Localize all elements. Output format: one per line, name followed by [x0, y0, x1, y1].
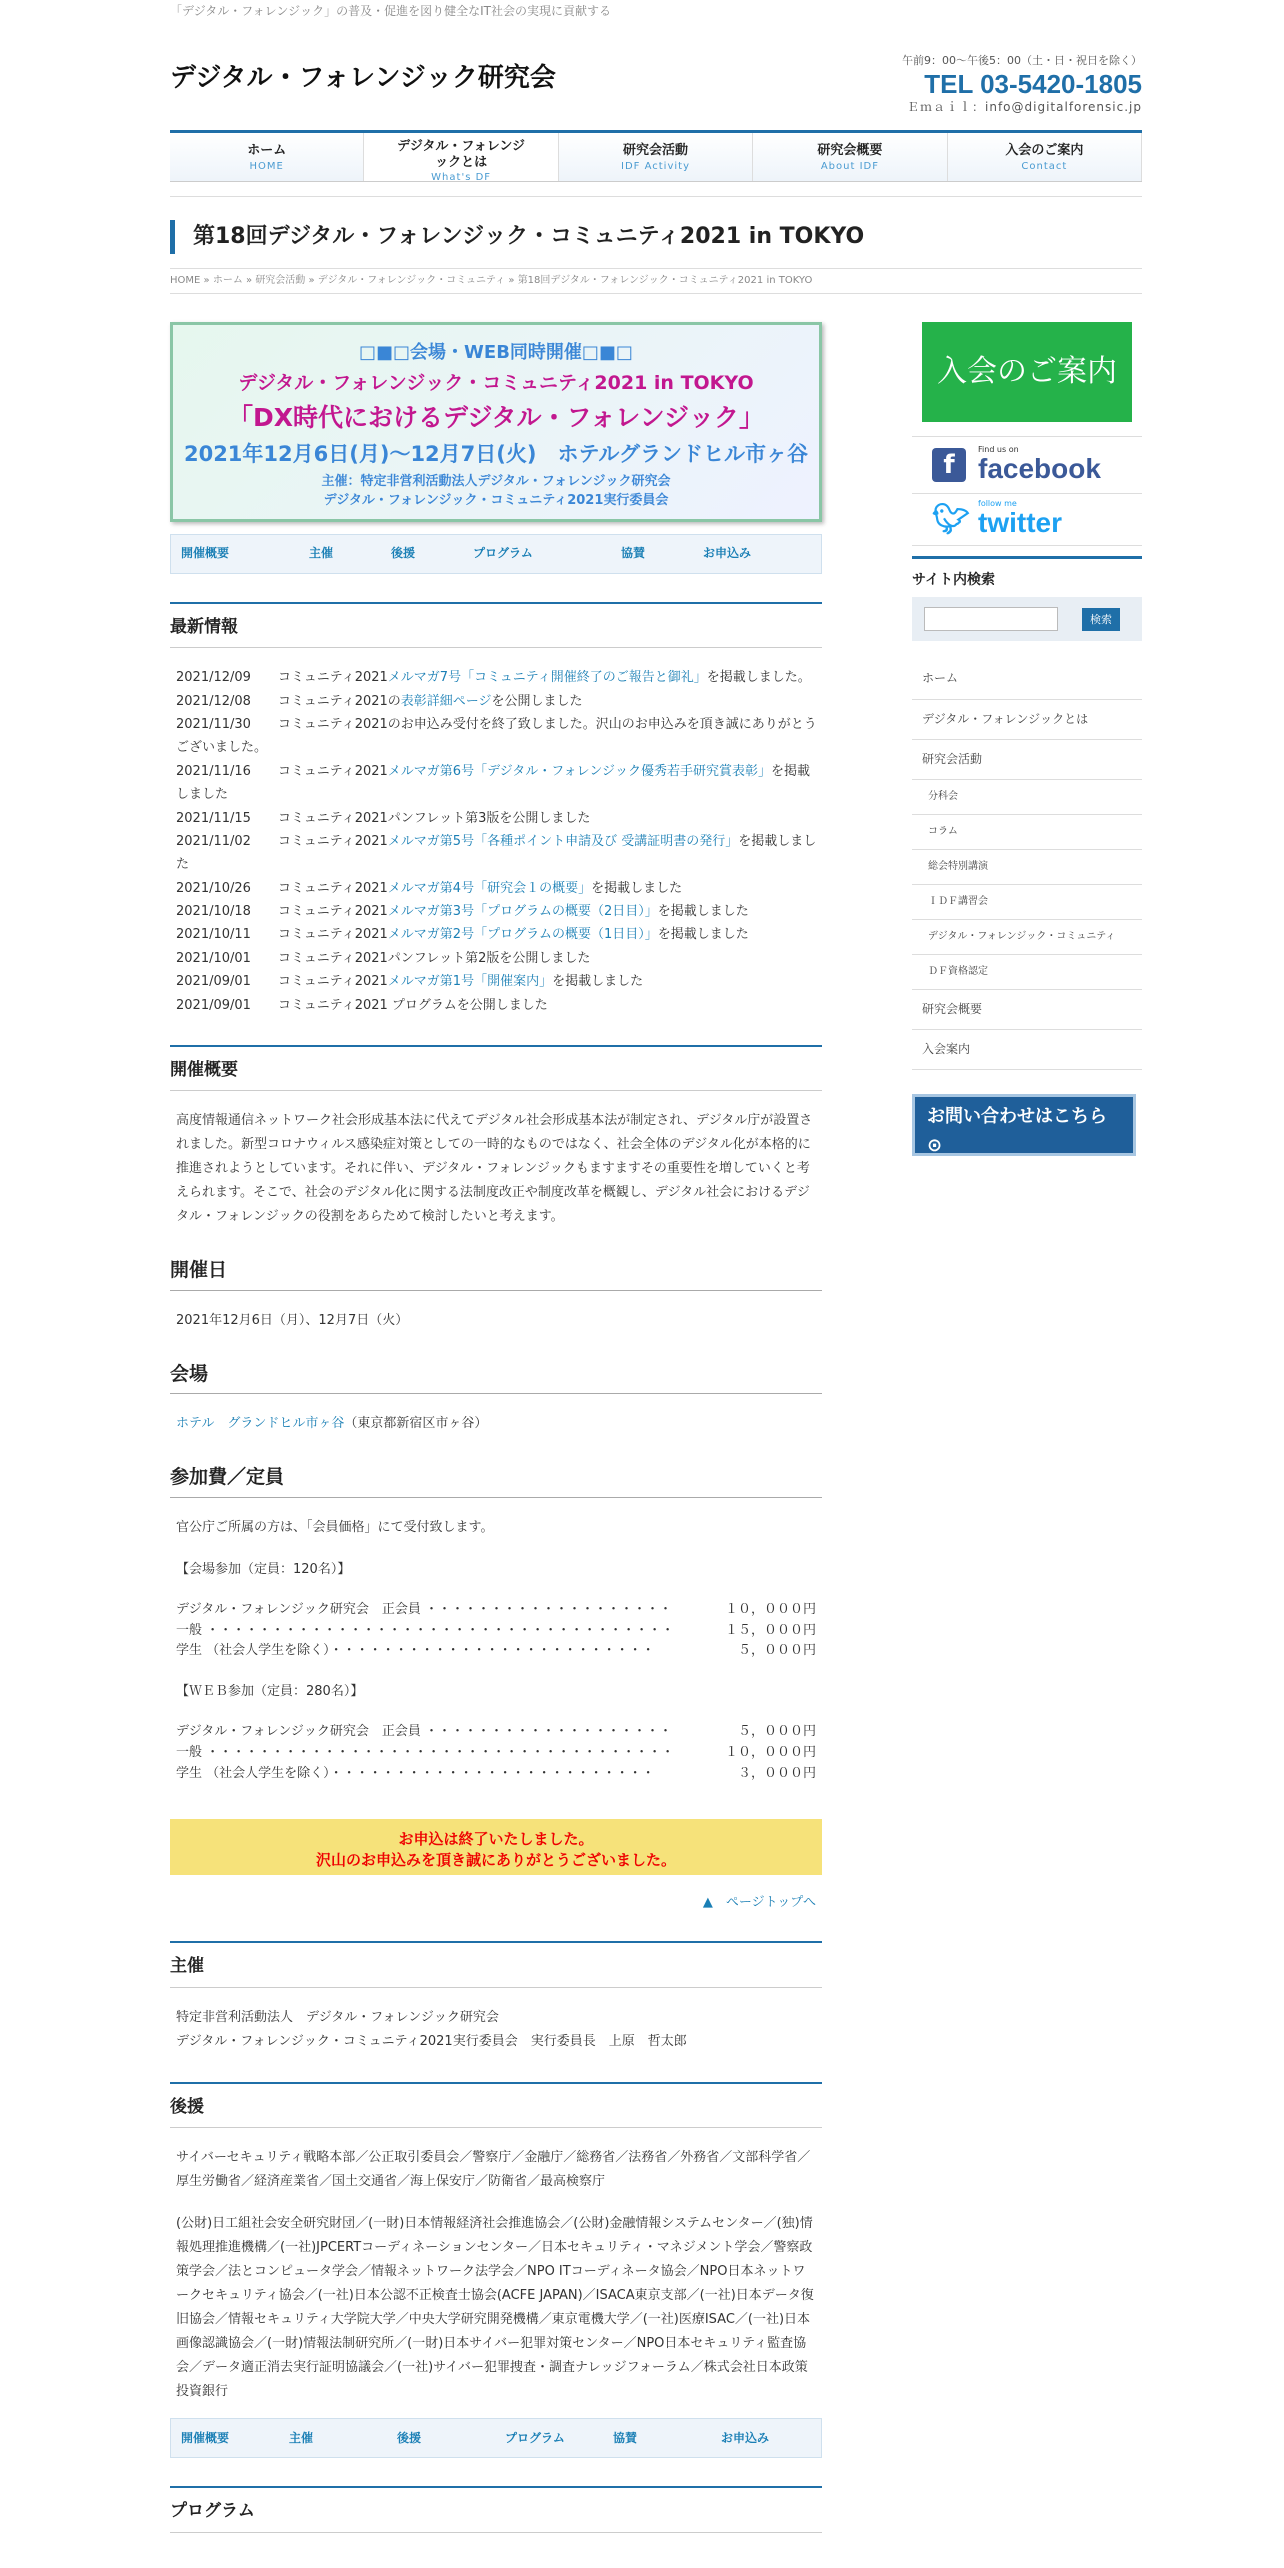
- news-text: コミュニティ2021: [278, 670, 388, 686]
- news-date: 2021/09/01: [176, 997, 251, 1013]
- nav-whats-df[interactable]: [364, 133, 558, 184]
- organizer-line: 特定非営利活動法人 デジタル・フォレンジック研究会: [176, 2009, 499, 2025]
- phone-number: TEL 03-5420-1805: [924, 68, 1142, 99]
- closed-notice: [170, 1819, 822, 1875]
- nav-label: 入会のご案内: [1005, 143, 1084, 158]
- news-text: を掲載しました: [657, 927, 749, 943]
- section-link-sponsor[interactable]: 協賛: [613, 2430, 638, 2445]
- join-banner[interactable]: 入会のご案内: [922, 322, 1132, 422]
- fee-category: 学生 （社会人学生を除く）・・・・・・・・・・・・・・・・・・・・・・・・・: [176, 1765, 655, 1781]
- search-button[interactable]: 検索: [1082, 608, 1120, 632]
- nav-about[interactable]: [753, 133, 947, 181]
- fee-row: [170, 1743, 822, 1764]
- section-link-program[interactable]: プログラム: [473, 546, 533, 561]
- twitter-caption: follow me: [978, 499, 1017, 509]
- news-text: を掲載しました: [176, 763, 811, 803]
- news-date: 2021/10/26: [176, 880, 251, 896]
- news-text: コミュニティ2021: [278, 927, 388, 943]
- sidebar: [912, 322, 1142, 1174]
- fee-price: ５，０００円: [737, 1643, 816, 1659]
- fee-category: デジタル・フォレンジック研究会 正会員 ・・・・・・・・・・・・・・・・・・・: [176, 1724, 673, 1740]
- news-link[interactable]: メルマガ第5号「各種ポイント申請及び 受講証明書の発行」: [387, 833, 739, 849]
- fee-heading: 参加費／定員: [170, 1462, 822, 1497]
- news-item: [170, 947, 822, 970]
- news-link[interactable]: メルマガ第3号「プログラムの概要（2日目）」: [387, 904, 658, 920]
- header-contact: [902, 52, 1142, 117]
- event-banner: [170, 322, 822, 522]
- twitter-link[interactable]: [912, 494, 1142, 546]
- section-link-apply[interactable]: お申込み: [703, 546, 752, 561]
- side-menu: [912, 659, 1142, 1070]
- news-text: を公開しました: [491, 693, 583, 709]
- page-top: [170, 1893, 822, 1914]
- site-logo[interactable]: デジタル・フォレンジック研究会: [170, 63, 556, 93]
- news-text: コミュニティ2021 プログラムを公開しました: [278, 997, 548, 1013]
- news-item: [170, 713, 822, 760]
- breadcrumb-current: 第18回デジタル・フォレンジック・コミュニティ2021 in TOKYO: [517, 275, 813, 286]
- section-link-sponsor[interactable]: 協賛: [621, 546, 646, 561]
- news-date: 2021/09/01: [176, 974, 251, 990]
- fee-row: [170, 1600, 822, 1621]
- section-link-overview[interactable]: 開催概要: [181, 546, 230, 561]
- side-menu-item[interactable]: デジタル・フォレンジックとは: [912, 700, 1142, 740]
- breadcrumb-link[interactable]: ホーム: [212, 275, 243, 286]
- inquiry-sub: お気軽にご相談・お問い合わせ下さい。: [927, 1162, 1107, 1174]
- news-text: コミュニティ2021パンフレット第2版を公開しました: [278, 950, 591, 966]
- side-menu-item[interactable]: ＤＦ資格認定: [912, 955, 1142, 990]
- venue-link[interactable]: ホテル グランドヒル市ヶ谷: [176, 1416, 345, 1432]
- fee-row: [170, 1764, 822, 1785]
- program-heading: プログラム: [170, 2486, 822, 2532]
- news-item: [170, 877, 822, 900]
- fee-category: 学生 （社会人学生を除く）・・・・・・・・・・・・・・・・・・・・・・・・・: [176, 1643, 655, 1659]
- banner-theme: 「DX時代におけるデジタル・フォレンジック」: [227, 403, 765, 433]
- nav-label: 研究会活動: [623, 143, 689, 158]
- news-date: 2021/11/30: [176, 716, 251, 732]
- nav-sublabel: About IDF: [820, 160, 879, 172]
- news-item: [170, 830, 822, 877]
- news-item: [170, 923, 822, 946]
- section-link-support[interactable]: 後援: [397, 2430, 422, 2445]
- site-tagline: 「デジタル・フォレンジック」の普及・促進を図り健全なIT社会の実現に貢献する: [170, 4, 611, 18]
- section-link-support[interactable]: 後援: [391, 546, 416, 561]
- fee-row: [170, 1722, 822, 1743]
- nav-activity[interactable]: [559, 133, 753, 181]
- news-date: 2021/10/18: [176, 904, 251, 920]
- business-hours: 午前9：00～午後5：00（土・日・祝日を除く）: [902, 54, 1142, 67]
- fee-price: ３，０００円: [737, 1765, 816, 1781]
- fee-category: デジタル・フォレンジック研究会 正会員 ・・・・・・・・・・・・・・・・・・・: [176, 1601, 673, 1617]
- fee-category: 一般 ・・・・・・・・・・・・・・・・・・・・・・・・・・・・・・・・・・・・: [176, 1745, 675, 1761]
- closed-line: お申込は終了いたしました。: [398, 1829, 594, 1848]
- closed-line: 沢山のお申込みを頂き誠にありがとうございました。: [315, 1851, 676, 1870]
- news-link[interactable]: 表彰詳細ページ: [400, 693, 492, 709]
- section-nav-bottom: [170, 2418, 822, 2458]
- overview-heading: 開催概要: [170, 1045, 822, 1091]
- news-item: [170, 807, 822, 830]
- fee-price: １５，０００円: [724, 1622, 816, 1638]
- nav-home[interactable]: [170, 133, 364, 181]
- news-list: [170, 666, 822, 1017]
- news-date: 2021/12/08: [176, 693, 251, 709]
- main-content: [170, 322, 822, 2533]
- support-government: サイバーセキュリティ戦略本部／公正取引委員会／警察庁／金融庁／総務省／法務省／外務省／文部科学省／厚生労働省／経済産業省／国土交通省／海上保安庁／防衛省／最高検察庁: [176, 2149, 811, 2189]
- breadcrumb-link[interactable]: デジタル・フォレンジック・コミュニティ: [317, 275, 506, 286]
- nav-sublabel: Contact: [1021, 160, 1068, 172]
- news-text: を掲載しました: [591, 880, 683, 896]
- venue-text: [170, 1412, 822, 1436]
- news-text: を掲載しました。: [706, 670, 811, 686]
- side-menu-item[interactable]: 総会特別講演: [912, 850, 1142, 885]
- overview-text: 高度情報通信ネットワーク社会形成基本法に代えてデジタル社会形成基本法が制定され、デジタル庁が設置されました。新型コロナウィルス感染症対策としての一時的なものではなく、社会全体のデジタル化が本格的に推進されようとしています。それに伴い、デジタル・フォレンジックもますますその重要性を増していくと考えられます。そこで、社会のデジタル化に関する法制度改正や制度改革を概観し、デジタル社会におけるデジタル・フォレンジックの役割をあらためて検討したいと考えます。: [176, 1113, 813, 1225]
- support-heading: 後援: [170, 2082, 822, 2128]
- news-date: 2021/10/11: [176, 927, 251, 943]
- news-text: コミュニティ2021のお申込み受付を終了致しました。沢山のお申込みを頂き誠にありがとうございました。: [176, 716, 817, 756]
- side-menu-item[interactable]: ホーム: [912, 659, 1142, 699]
- news-date: 2021/10/01: [176, 950, 251, 966]
- organizer-heading: 主催: [170, 1941, 822, 1987]
- page-title: 第18回デジタル・フォレンジック・コミュニティ2021 in TOKYO: [170, 220, 1142, 254]
- news-text: を掲載しました: [657, 904, 749, 920]
- search-input[interactable]: [924, 607, 1058, 631]
- twitter-bird-icon: 🐦︎: [932, 501, 971, 537]
- fee-category: 一般 ・・・・・・・・・・・・・・・・・・・・・・・・・・・・・・・・・・・・: [176, 1622, 675, 1638]
- news-link[interactable]: メルマガ第2号「プログラムの概要（1日目）」: [387, 927, 658, 943]
- nav-sublabel: IDF Activity: [621, 160, 690, 172]
- banner-date: 2021年12月6日(月)～12月7日(火) ホテルグランドヒル市ヶ谷: [183, 442, 809, 467]
- section-nav: [170, 534, 822, 574]
- news-date: 2021/11/15: [176, 810, 251, 826]
- facebook-label: facebook: [978, 452, 1101, 484]
- inquiry-banner[interactable]: [912, 1094, 1136, 1174]
- fee-onsite-title: 【会場参加（定員：120名）】: [176, 1561, 351, 1577]
- news-date: 2021/11/02: [176, 833, 251, 849]
- nav-sublabel: What's DF: [431, 172, 492, 184]
- side-menu-item[interactable]: コラム: [912, 815, 1142, 850]
- news-text: コミュニティ2021: [278, 833, 388, 849]
- news-text: コミュニティ2021: [278, 763, 388, 779]
- venue-address: （東京都新宿区市ヶ谷）: [344, 1416, 488, 1432]
- fee-onsite-table: [170, 1600, 822, 1662]
- banner-organizer: 主催：特定非営利活動法人デジタル・フォレンジック研究会: [321, 473, 671, 489]
- news-text: コミュニティ2021パンフレット第3版を公開しました: [278, 810, 591, 826]
- news-item: [170, 690, 822, 713]
- fee-row: [170, 1641, 822, 1662]
- banner-organizer: デジタル・フォレンジック・コミュニティ2021実行委員会: [323, 493, 669, 509]
- news-item: [170, 666, 822, 689]
- divider: [170, 196, 1142, 197]
- section-link-apply[interactable]: お申込み: [721, 2430, 770, 2445]
- news-item: [170, 970, 822, 993]
- fee-row: [170, 1621, 822, 1642]
- news-link[interactable]: メルマガ第1号「開催案内」: [387, 974, 553, 990]
- support-organizations: (公財)日工組社会安全研究財団／(一財)日本情報経済社会推進協会／(公財)金融情報システムセンター／(独)情報処理推進機構／(一社)JPCERTコーディネーションセンター／日本セキュリティ・マネジメント学会／警察政策学会／法とコンピュータ学会／情報ネットワーク法学会／NPO ITコーディネータ協会／NPO日本ネットワークセキュリティ協会／(一社)日本公認不正検査士協会(ACFE JAPAN)／ISACA東京支部／(一社)日本データ復旧協会／情報セキュリティ大学院大学／中央大学研究開発機構／東京電機大学／(一社)医療ISAC／(一社)日本画像認識協会／(一財)情報法制研究所／(一財)日本サイバー犯罪対策センター／NPO日本セキュリティ監査協会／データ適正消去実行証明協議会／(一社)サイバー犯罪捜査・調査ナレッジフォーラム／株式会社日本政策投資銀行: [176, 2216, 814, 2400]
- news-link[interactable]: メルマガ第4号「研究会１の概要」: [387, 880, 592, 896]
- date-heading: 開催日: [170, 1255, 822, 1290]
- global-nav: [170, 130, 1142, 182]
- news-text: コミュニティ2021: [278, 880, 388, 896]
- fee-web-table: [170, 1722, 822, 1784]
- section-link-organizer[interactable]: 主催: [289, 2430, 314, 2445]
- nav-label: ホーム: [247, 143, 287, 158]
- search-heading: サイト内検索: [912, 572, 996, 588]
- news-text: コミュニティ2021の: [278, 693, 401, 709]
- news-text: コミュニティ2021: [278, 974, 388, 990]
- site-search: [912, 556, 1142, 641]
- side-menu-item[interactable]: ＩＤＦ講習会: [912, 885, 1142, 920]
- nav-label: 研究会概要: [817, 143, 883, 158]
- banner-line: デジタル・フォレンジック・コミュニティ2021 in TOKYO: [238, 371, 754, 394]
- facebook-caption: Find us on: [978, 444, 1019, 454]
- section-link-program[interactable]: プログラム: [505, 2430, 565, 2445]
- news-text: コミュニティ2021: [278, 904, 388, 920]
- nav-label: デジタル・フォレンジックとは: [397, 139, 526, 170]
- news-heading: 最新情報: [170, 602, 822, 648]
- side-menu-item[interactable]: 研究会概要: [912, 990, 1142, 1030]
- fee-price: １０，０００円: [724, 1601, 816, 1617]
- side-menu-item[interactable]: 分科会: [912, 780, 1142, 815]
- page-top-link[interactable]: ▲ ページトップへ: [702, 1894, 816, 1910]
- section-link-overview[interactable]: 開催概要: [181, 2430, 230, 2445]
- breadcrumb-link[interactable]: HOME: [170, 275, 201, 286]
- news-text: を掲載しました: [552, 974, 644, 990]
- news-item: [170, 994, 822, 1017]
- news-link[interactable]: メルマガ第6号「デジタル・フォレンジック優秀若手研究賞表彰」: [387, 763, 771, 779]
- side-menu-item[interactable]: デジタル・フォレンジック・コミュニティ: [912, 920, 1142, 955]
- news-date: 2021/11/16: [176, 763, 251, 779]
- facebook-icon: f: [932, 448, 966, 482]
- organizer-line: デジタル・フォレンジック・コミュニティ2021実行委員会 実行委員長 上原 哲太郎: [176, 2033, 687, 2049]
- inquiry-title: お問い合わせはこちら ⊙: [927, 1106, 1107, 1157]
- section-link-organizer[interactable]: 主催: [309, 546, 334, 561]
- banner-line: □■□会場・WEB同時開催□■□: [359, 342, 633, 363]
- news-item: [170, 760, 822, 807]
- twitter-label: twitter: [978, 507, 1062, 539]
- news-link[interactable]: メルマガ7号「コミュニティ開催終了のご報告と御礼」: [387, 670, 707, 686]
- fee-note: 官公庁ご所属の方は、「会員価格」にて受付致します。: [176, 1519, 494, 1535]
- news-text: を掲載しました: [176, 833, 817, 873]
- news-date: 2021/12/09: [176, 670, 251, 686]
- nav-sublabel: HOME: [249, 160, 284, 172]
- fee-price: ５，０００円: [737, 1724, 816, 1740]
- side-menu-item[interactable]: 入会案内: [912, 1030, 1142, 1070]
- side-menu-item[interactable]: 研究会活動: [912, 740, 1142, 780]
- fee-price: １０，０００円: [724, 1745, 816, 1761]
- news-item: [170, 900, 822, 923]
- venue-heading: 会場: [170, 1359, 822, 1394]
- facebook-link[interactable]: [912, 436, 1142, 494]
- organizer-text: [170, 2006, 822, 2054]
- breadcrumb-link[interactable]: 研究会活動: [255, 275, 306, 286]
- date-text: 2021年12月6日（月）、12月7日（火）: [176, 1312, 409, 1328]
- nav-contact[interactable]: [948, 133, 1142, 181]
- search-form: [912, 597, 1142, 641]
- email-address: Ｅｍａｉｌ：info@digitalforensic.jp: [907, 100, 1142, 115]
- fee-web-title: 【ＷＥＢ参加（定員：280名）】: [176, 1684, 364, 1700]
- breadcrumb: HOME » ホーム » 研究会活動 » デジタル・フォレンジック・コミュニティ » 第18回デジタル・フォレンジック・コミュニティ2021 in TOKYO: [170, 268, 1142, 294]
